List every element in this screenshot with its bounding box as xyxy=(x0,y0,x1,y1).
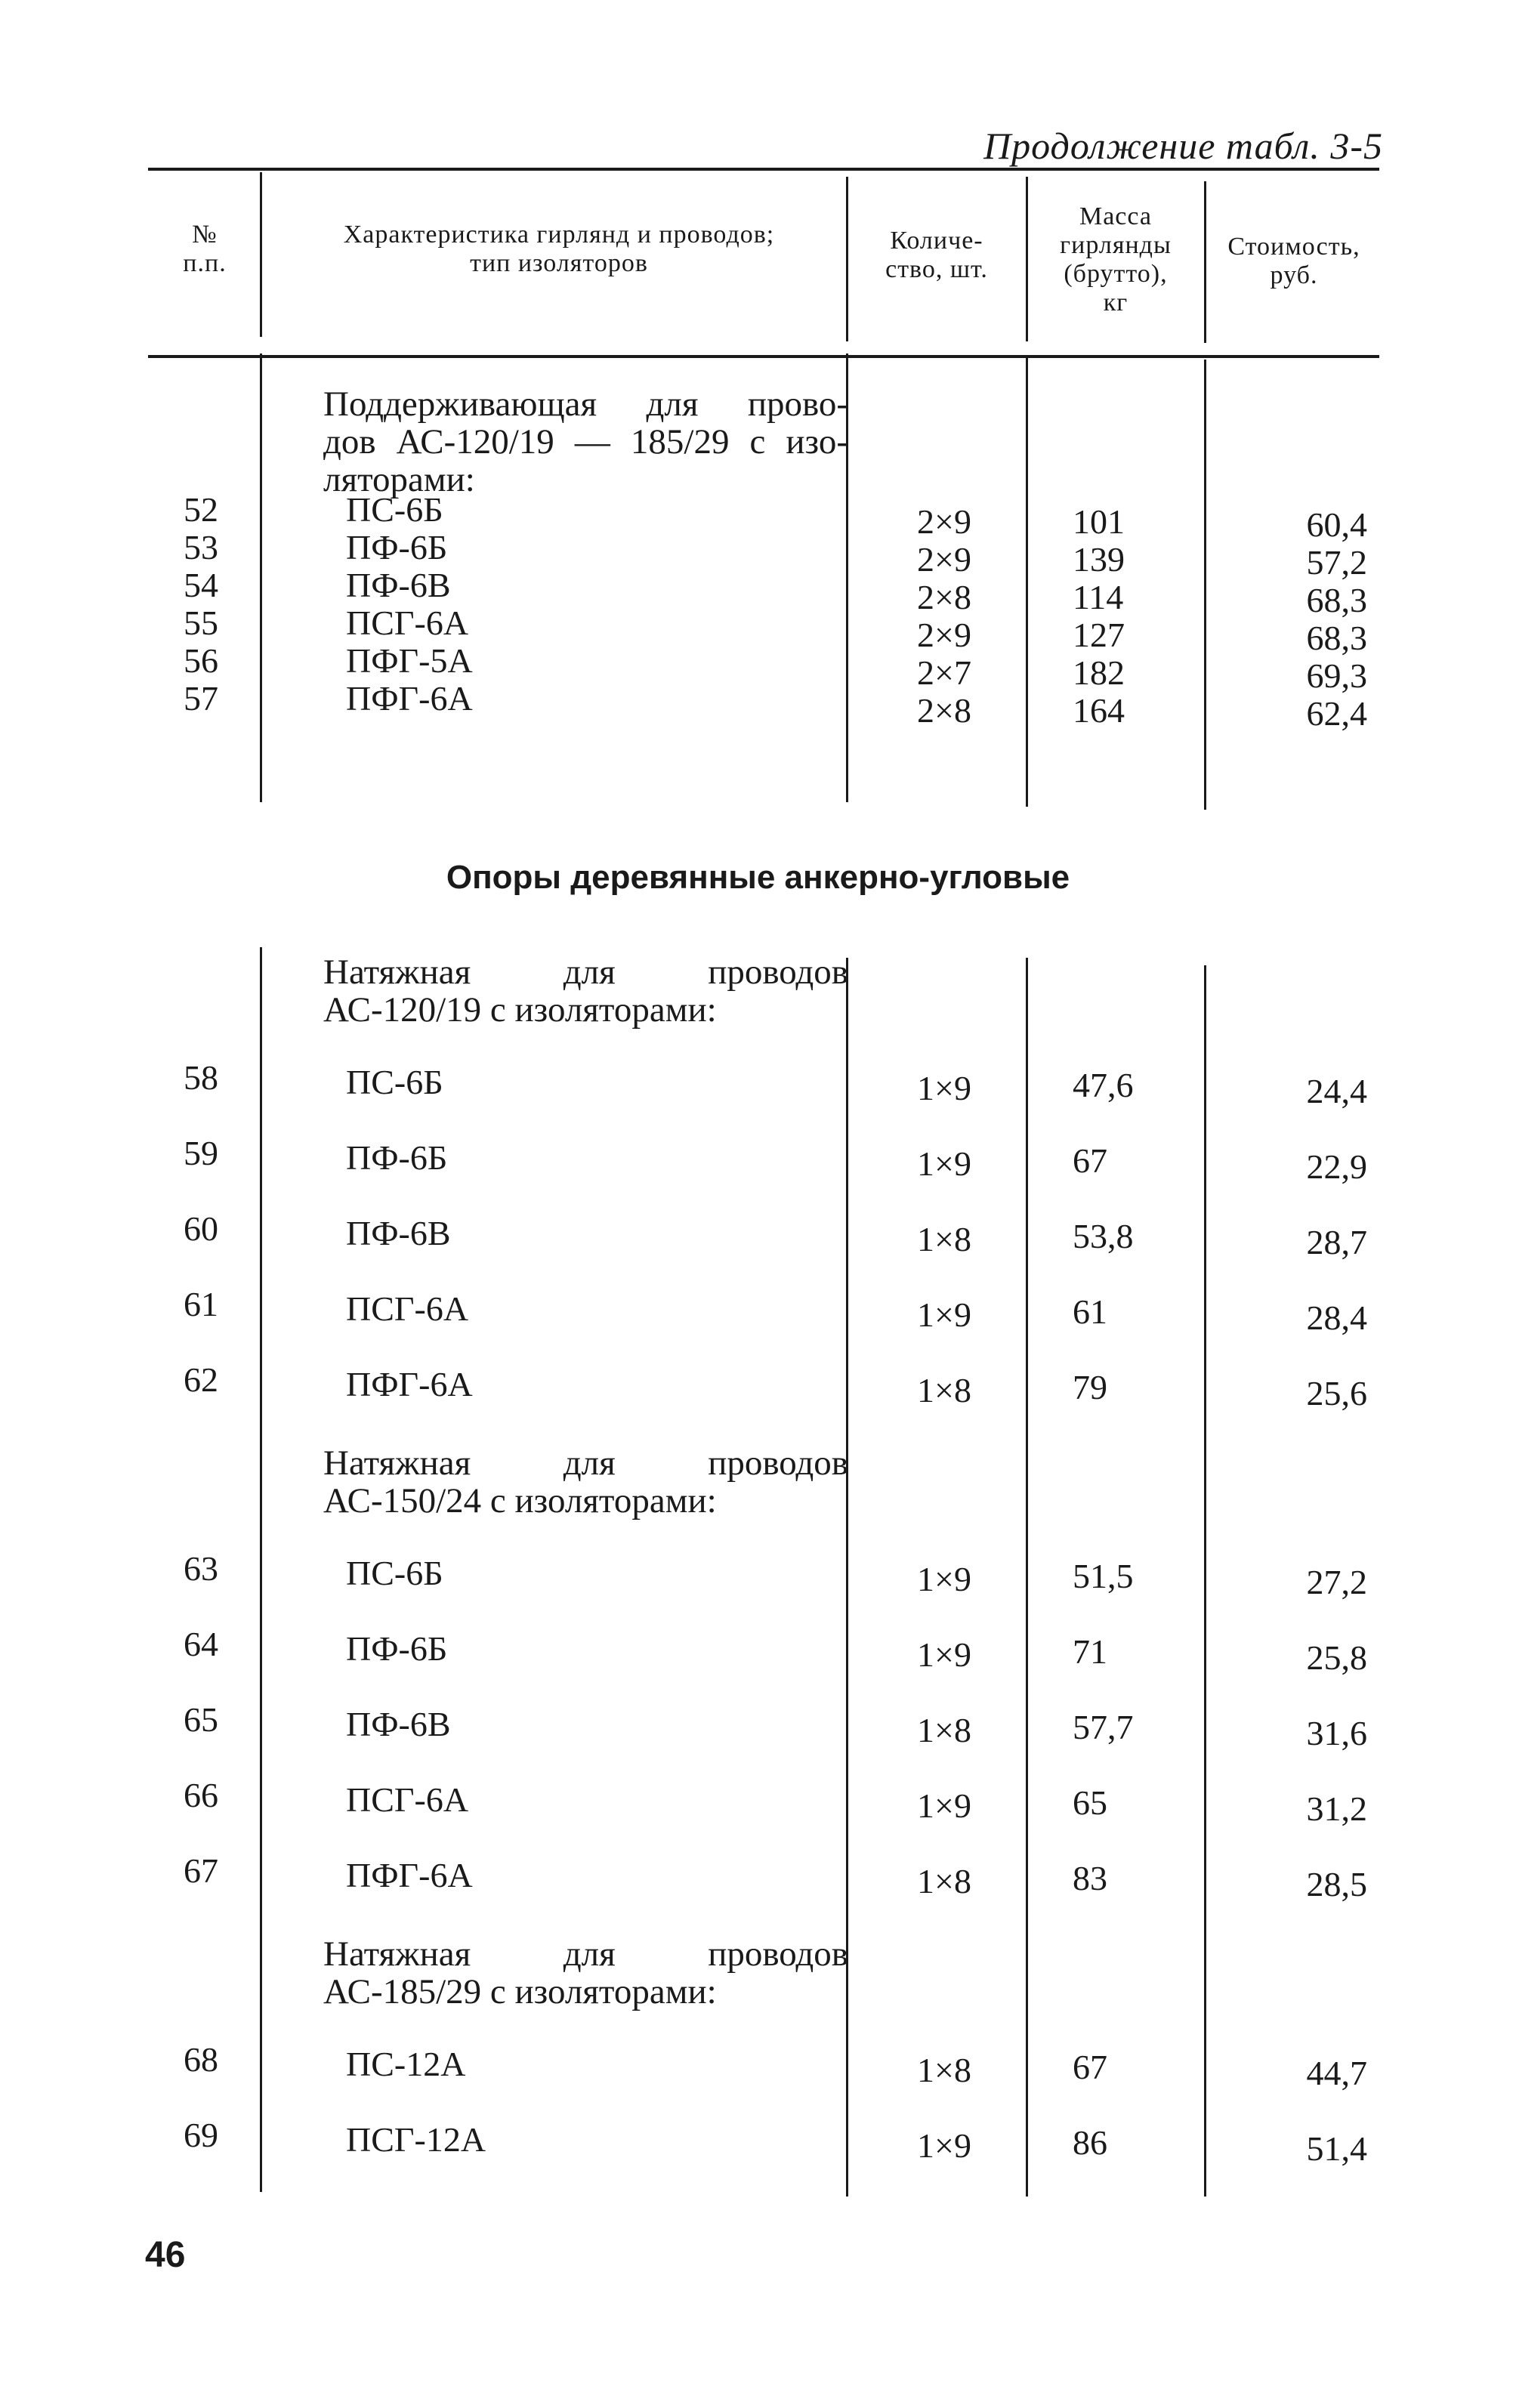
row-number: 55 xyxy=(184,604,218,642)
row-number: 69 xyxy=(184,2116,218,2154)
header-mass-line1: Масса xyxy=(1079,202,1152,230)
quantity: 1×9 xyxy=(917,1069,971,1107)
header-qty-line2: ство, шт. xyxy=(885,255,988,283)
insulator-type: ПС-6Б xyxy=(346,490,443,529)
body2-divider-1 xyxy=(260,947,262,2192)
group4-description xyxy=(286,1935,848,2011)
row-number: 67 xyxy=(184,1851,218,1890)
header-cost-line1: Стоимость, xyxy=(1227,233,1360,261)
insulator-type: ПФ-6Б xyxy=(346,1138,448,1177)
mass: 57,7 xyxy=(1073,1708,1134,1746)
insulator-type: ПФ-6В xyxy=(346,1214,451,1252)
row-number: 59 xyxy=(184,1134,218,1172)
cost: 24,4 xyxy=(1306,1072,1367,1110)
insulator-type: ПФ-6В xyxy=(346,566,451,604)
mass: 127 xyxy=(1073,616,1125,654)
quantity: 1×9 xyxy=(917,1144,971,1183)
row-number: 61 xyxy=(184,1285,218,1323)
cost: 68,3 xyxy=(1306,581,1367,619)
insulator-type: ПСГ-6А xyxy=(346,1780,469,1819)
insulator-type: ПС-6Б xyxy=(346,1063,443,1101)
cost: 22,9 xyxy=(1306,1147,1367,1186)
header-cost-line2: руб. xyxy=(1270,261,1318,289)
row-number: 63 xyxy=(184,1549,218,1588)
mass: 65 xyxy=(1073,1783,1107,1822)
header-qty-line1: Количе- xyxy=(890,227,983,255)
group4-desc-line2: АС-185/29 с изоляторами: xyxy=(323,1972,717,2011)
mass: 182 xyxy=(1073,653,1125,692)
mass: 51,5 xyxy=(1073,1557,1134,1595)
group4-desc-line1: Натяжная для проводов xyxy=(323,1934,848,1974)
mass: 61 xyxy=(1073,1292,1107,1331)
mass: 83 xyxy=(1073,1859,1107,1897)
quantity: 2×9 xyxy=(917,616,971,654)
group2-description xyxy=(286,953,848,1029)
mass: 53,8 xyxy=(1073,1217,1134,1255)
mass: 101 xyxy=(1073,502,1125,541)
cost: 25,8 xyxy=(1306,1638,1367,1677)
insulator-type: ПС-12А xyxy=(346,2045,466,2083)
header-num xyxy=(163,221,246,278)
row-number: 52 xyxy=(184,490,218,529)
header-num-line1: № xyxy=(192,221,218,249)
body1-divider-3 xyxy=(1026,358,1028,807)
mass: 139 xyxy=(1073,540,1125,579)
quantity: 1×8 xyxy=(917,2051,971,2089)
group2-desc-line1: Натяжная для проводов xyxy=(323,952,848,992)
insulator-type: ПСГ-12А xyxy=(346,2120,486,2159)
header-num-line2: п.п. xyxy=(183,249,227,277)
cost: 57,2 xyxy=(1306,543,1367,582)
header-mass-line3: (брутто), xyxy=(1064,260,1168,288)
cost: 31,6 xyxy=(1306,1714,1367,1752)
cost: 27,2 xyxy=(1306,1563,1367,1601)
insulator-type: ПФГ-6А xyxy=(346,679,473,718)
body2-divider-4 xyxy=(1204,965,1206,2197)
header-bottom-rule xyxy=(148,355,1379,358)
insulator-type: ПФГ-6А xyxy=(346,1856,473,1894)
mass: 86 xyxy=(1073,2123,1107,2162)
header-divider-2 xyxy=(846,177,848,341)
cost: 44,7 xyxy=(1306,2054,1367,2092)
insulator-type: ПСГ-6А xyxy=(346,604,469,642)
mass: 67 xyxy=(1073,1141,1107,1180)
cost: 31,2 xyxy=(1306,1789,1367,1828)
group1-description xyxy=(286,385,848,499)
group2-desc-line2: АС-120/19 с изоляторами: xyxy=(323,990,717,1030)
body2-divider-2 xyxy=(846,958,848,2197)
mass: 67 xyxy=(1073,2048,1107,2086)
quantity: 1×8 xyxy=(917,1220,971,1258)
quantity: 2×7 xyxy=(917,653,971,692)
mass: 164 xyxy=(1073,691,1125,730)
header-desc-line1: Характеристика гирлянд и проводов; xyxy=(343,221,775,249)
body1-divider-4 xyxy=(1204,360,1206,810)
row-number: 58 xyxy=(184,1058,218,1097)
quantity: 1×8 xyxy=(917,1862,971,1900)
quantity: 1×8 xyxy=(917,1711,971,1749)
page-number: 46 xyxy=(145,2235,186,2275)
quantity: 1×8 xyxy=(917,1371,971,1409)
cost: 28,4 xyxy=(1306,1298,1367,1337)
row-number: 68 xyxy=(184,2040,218,2079)
mass: 47,6 xyxy=(1073,1066,1134,1104)
cost: 60,4 xyxy=(1306,505,1367,544)
quantity: 1×9 xyxy=(917,2126,971,2165)
cost: 51,4 xyxy=(1306,2129,1367,2168)
quantity: 1×9 xyxy=(917,1635,971,1674)
quantity: 1×9 xyxy=(917,1560,971,1598)
row-number: 57 xyxy=(184,679,218,718)
row-number: 53 xyxy=(184,528,218,566)
quantity: 1×9 xyxy=(917,1295,971,1334)
mass: 114 xyxy=(1073,578,1124,616)
row-number: 60 xyxy=(184,1209,218,1248)
insulator-type: ПФГ-6А xyxy=(346,1365,473,1403)
group3-description xyxy=(286,1444,848,1520)
cost: 25,6 xyxy=(1306,1374,1367,1412)
row-number: 54 xyxy=(184,566,218,604)
mass: 79 xyxy=(1073,1368,1107,1406)
insulator-type: ПС-6Б xyxy=(346,1554,443,1592)
header-mass xyxy=(1029,202,1203,317)
section-title: Опоры деревянные анкерно-угловые xyxy=(446,859,1070,896)
cost: 69,3 xyxy=(1306,656,1367,695)
header-divider-1 xyxy=(260,172,262,337)
body1-divider-1 xyxy=(260,353,262,802)
header-qty xyxy=(850,227,1024,284)
quantity: 2×9 xyxy=(917,540,971,579)
header-desc xyxy=(272,221,846,278)
header-mass-line2: гирлянды xyxy=(1060,231,1172,259)
insulator-type: ПСГ-6А xyxy=(346,1289,469,1328)
header-desc-line2: тип изоляторов xyxy=(470,249,648,277)
group3-desc-line1: Натяжная для проводов xyxy=(323,1443,848,1483)
cost: 68,3 xyxy=(1306,619,1367,657)
insulator-type: ПФ-6Б xyxy=(346,1629,448,1668)
quantity: 2×9 xyxy=(917,502,971,541)
insulator-type: ПФ-6В xyxy=(346,1705,451,1743)
header-divider-4 xyxy=(1204,181,1206,343)
quantity: 2×8 xyxy=(917,578,971,616)
row-number: 66 xyxy=(184,1776,218,1814)
row-number: 64 xyxy=(184,1625,218,1663)
insulator-type: ПФ-6Б xyxy=(346,528,448,566)
table-caption: Продолжение табл. 3-5 xyxy=(983,125,1383,167)
group3-desc-line2: АС-150/24 с изоляторами: xyxy=(323,1481,717,1520)
row-number: 56 xyxy=(184,641,218,680)
insulator-type: ПФГ-5А xyxy=(346,641,473,680)
header-top-rule xyxy=(148,168,1379,171)
group1-desc-line3: ляторами: xyxy=(323,460,475,499)
body2-divider-3 xyxy=(1026,958,1028,2197)
mass: 71 xyxy=(1073,1632,1107,1671)
row-number: 62 xyxy=(184,1360,218,1399)
group1-desc-line1: Поддерживающая для прово- xyxy=(323,384,848,424)
header-divider-3 xyxy=(1026,177,1028,341)
header-cost xyxy=(1207,233,1381,290)
row-number: 65 xyxy=(184,1700,218,1739)
group1-desc-line2: дов АС-120/19 — 185/29 с изо- xyxy=(323,422,848,462)
quantity: 1×9 xyxy=(917,1786,971,1825)
cost: 62,4 xyxy=(1306,694,1367,733)
cost: 28,5 xyxy=(1306,1865,1367,1903)
quantity: 2×8 xyxy=(917,691,971,730)
cost: 28,7 xyxy=(1306,1223,1367,1261)
header-mass-line4: кг xyxy=(1103,289,1129,316)
